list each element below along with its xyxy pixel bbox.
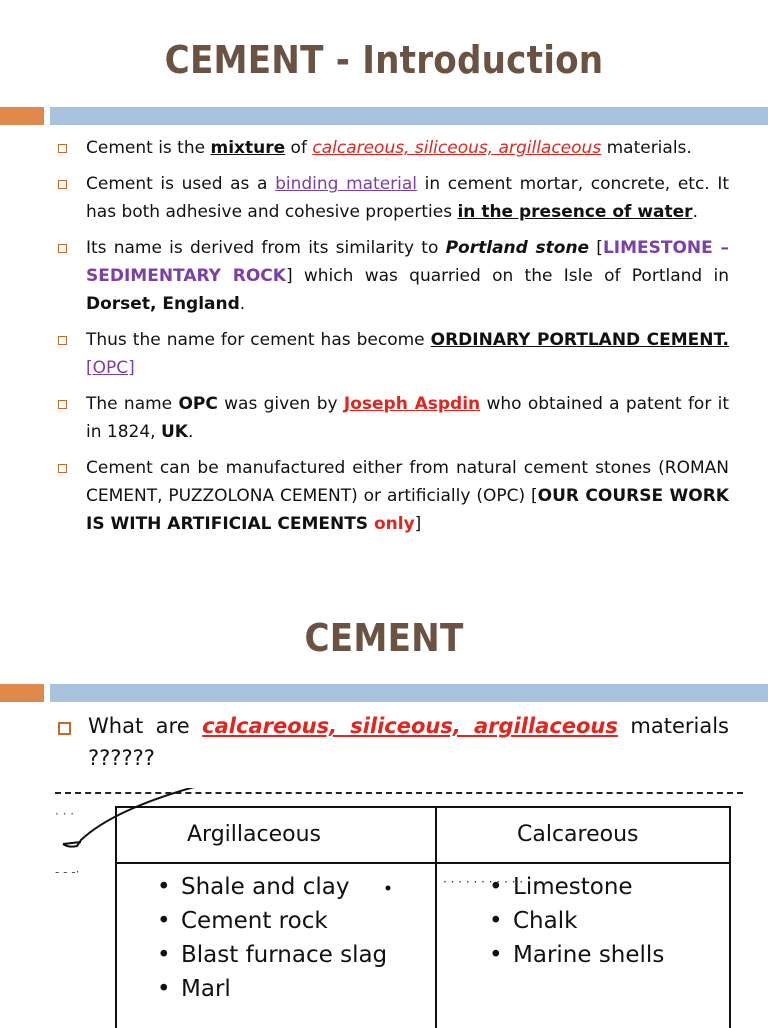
bullet-text-segment: [ — [589, 238, 603, 258]
bullet-text-segment: Thus the name for cement has become — [86, 330, 431, 350]
bullet-text-segment: What are — [88, 714, 203, 738]
bullet-text-segment: OUR COURSE WORK IS WITH ARTIFICIAL CEMENTS — [86, 486, 729, 534]
bullet-text-segment: in the presence of water — [457, 202, 693, 222]
bullet-text-segment: Cement can be manufactured either from natural cement stones (ROMAN CEMENT, PUZZOLONA CEMENT) or artificially (OPC) [ — [86, 458, 729, 506]
table-header-calcareous: Calcareous — [517, 822, 639, 847]
table-divider-vertical — [435, 808, 437, 1028]
svg-text:· · ·: · · · — [55, 807, 75, 821]
square-bullet-icon — [58, 244, 67, 253]
bullet-text-segment: of — [285, 138, 313, 158]
slide-title: CEMENT - Introduction — [164, 38, 604, 82]
bullet-text-segment: Portland stone — [445, 238, 590, 258]
accent-bar-blue — [50, 684, 768, 702]
bullet-item — [58, 134, 729, 162]
square-bullet-icon — [58, 464, 67, 473]
accent-bar-orange — [0, 107, 44, 125]
bullet-text-segment: . — [692, 202, 698, 222]
material-item: • Limestone — [489, 870, 664, 904]
svg-text:- - -·: - - -· — [55, 865, 80, 879]
slide-title: CEMENT — [304, 616, 464, 660]
material-item: • Chalk — [489, 904, 664, 938]
slide-cement — [0, 600, 768, 1024]
table-header-argillaceous: Argillaceous — [187, 822, 321, 847]
material-item: • Marl — [157, 972, 387, 1006]
square-bullet-icon — [58, 336, 67, 345]
bullet-text-segment: Its name is derived from its similarity to — [86, 238, 446, 258]
bullet-text-segment: materials ?????? — [88, 714, 729, 770]
bullet-text-segment: mixture — [210, 138, 286, 158]
bullet-item — [58, 390, 729, 446]
bullet-text-segment: Cement is the — [86, 138, 211, 158]
bullet-text-segment: in cement mortar, concrete, etc. It has both adhesive and cohesive properties — [86, 174, 729, 222]
bullet-text-segment: Joseph Aspdin — [343, 394, 481, 414]
bullet-text-segment: UK — [160, 422, 188, 442]
bullet-text-segment: Dorset, England — [86, 294, 240, 314]
accent-bar-blue — [50, 107, 768, 125]
bullet-list — [58, 710, 729, 782]
bullet-item — [58, 710, 729, 774]
square-bullet-icon — [58, 144, 67, 153]
bullet-text-segment: Cement is used as a — [86, 174, 276, 194]
bullet-text-segment: who obtained a patent for it in 1824, — [86, 394, 730, 442]
calcareous-list — [489, 870, 664, 972]
scanned-materials-table — [55, 788, 743, 1024]
bullet-text-segment: [OPC] — [86, 358, 135, 378]
bullet-text-segment: OPC — [178, 394, 218, 414]
material-item: • Shale and clay — [157, 870, 387, 904]
bullet-item — [58, 170, 729, 226]
argillaceous-list — [157, 870, 387, 1006]
bullet-text-segment: binding material — [275, 174, 418, 194]
bullet-text-segment: ORDINARY PORTLAND CEMENT. — [430, 330, 729, 350]
bullet-text-segment: only — [373, 514, 415, 534]
accent-bar-orange — [0, 684, 44, 702]
bullet-list — [58, 134, 729, 546]
bullet-text-segment: calcareous, siliceous, argillaceous — [312, 138, 602, 158]
table-divider-horizontal — [117, 862, 729, 864]
bullet-text-segment: was given by — [217, 394, 344, 414]
material-item: • Cement rock — [157, 904, 387, 938]
bullet-text-segment: ] — [414, 514, 422, 534]
bullet-text-segment: . — [187, 422, 194, 442]
square-bullet-icon — [58, 400, 67, 409]
bullet-text-segment: . — [239, 294, 246, 314]
bullet-text-segment: materials. — [601, 138, 692, 158]
bullet-text-segment: The name — [86, 394, 179, 414]
material-item: • Blast furnace slag — [157, 938, 387, 972]
bullet-text-segment: calcareous, siliceous, argillaceous — [202, 714, 618, 738]
materials-table — [115, 806, 731, 1028]
material-item: • Marine shells — [489, 938, 664, 972]
bullet-item — [58, 454, 729, 538]
square-bullet-icon — [58, 722, 71, 735]
bullet-text-segment: LIMESTONE – SEDIMENTARY ROCK — [86, 238, 729, 286]
svg-text:· · · · · · · · · · · · ·: · · · · · · · · · · · · · — [443, 875, 539, 889]
bullet-text-segment: ] which was quarried on the Isle of Portland in — [285, 266, 729, 286]
accent-bar — [0, 684, 768, 702]
bullet-item — [58, 326, 729, 382]
bullet-item — [58, 234, 729, 318]
square-bullet-icon — [58, 180, 67, 189]
accent-bar — [0, 107, 768, 125]
